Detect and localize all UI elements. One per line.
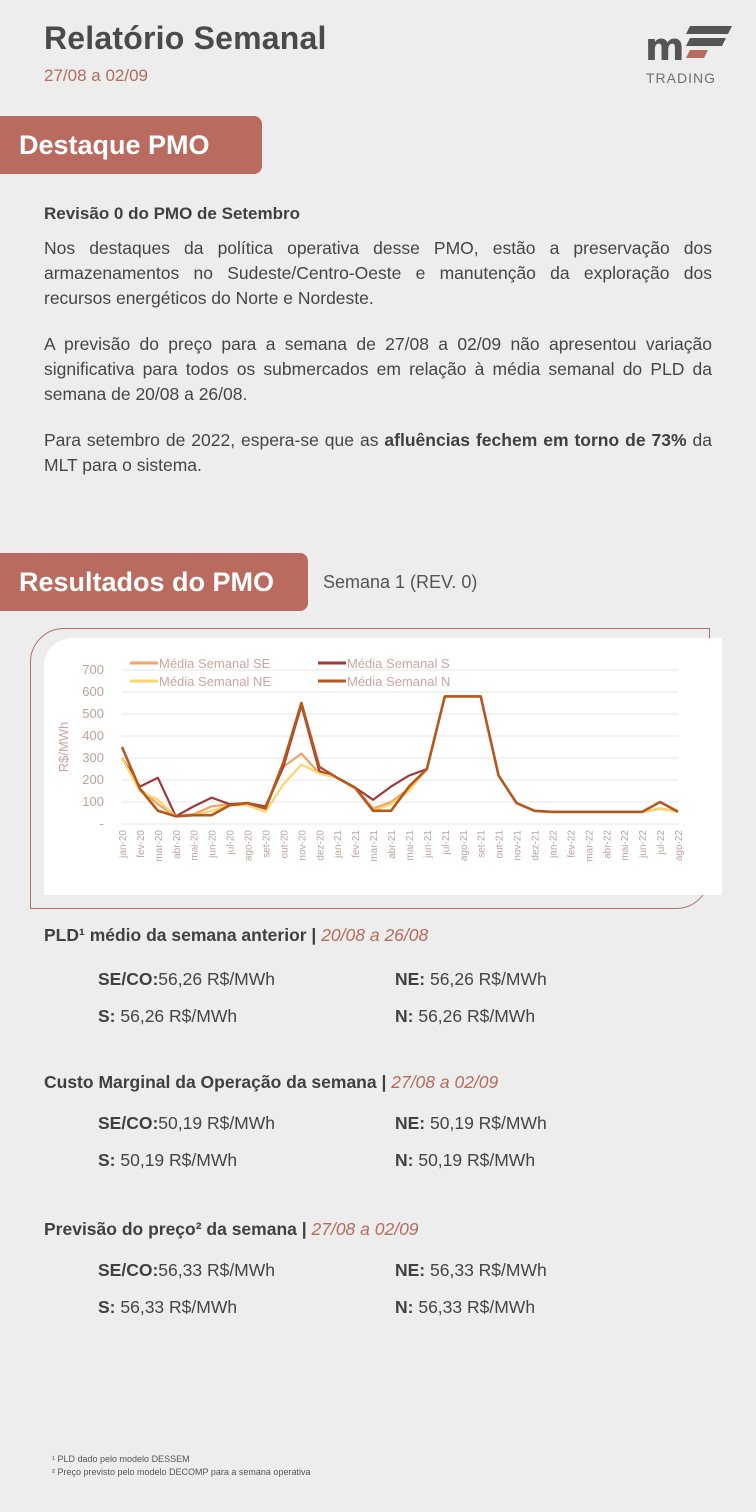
x-tick-label: ago-21 (458, 830, 470, 862)
previsao-heading-text: Previsão do preço² da semana | (44, 1219, 312, 1239)
x-tick-label: jul-20 (225, 830, 237, 855)
pld-ne (395, 969, 547, 990)
pld-date: 20/08 a 26/08 (321, 925, 429, 945)
x-tick-label: abr-22 (602, 830, 614, 859)
y-tick-label: 700 (82, 662, 104, 677)
destaque-pill-label: Destaque PMO (19, 129, 210, 160)
pld-n-value: 56,26 R$/MWh (418, 1006, 536, 1026)
pld-s-label: S: (98, 1006, 116, 1026)
previsao-n (395, 1297, 535, 1318)
price-chart (44, 638, 722, 895)
x-tick-label: ago-20 (243, 830, 255, 862)
x-tick-label: mai-20 (189, 830, 201, 861)
pld-s (98, 1006, 237, 1027)
x-tick-label: dez-20 (315, 830, 327, 861)
x-tick-label: set-20 (261, 830, 273, 858)
previsao-seco (98, 1260, 275, 1281)
x-tick-label: fev-22 (566, 830, 578, 858)
pld-s-value: 56,26 R$/MWh (120, 1006, 238, 1026)
x-tick-label: jan-21 (333, 830, 345, 858)
pld-seco (98, 969, 275, 990)
cmo-s (98, 1150, 237, 1171)
y-tick-label: - (99, 816, 104, 831)
cmo-seco-label: SE/CO: (98, 1113, 159, 1133)
y-tick-label: 100 (82, 794, 104, 809)
logo-bars-icon (682, 24, 734, 64)
pld-ne-value: 56,26 R$/MWh (430, 969, 547, 989)
x-tick-label: abr-21 (387, 830, 399, 859)
x-tick-label: mar-22 (584, 830, 596, 862)
chart-panel (44, 638, 722, 895)
legend-label: Média Semanal S (347, 656, 450, 671)
pld-n (395, 1006, 535, 1027)
logo-text: TRADING (646, 70, 716, 86)
x-tick-label: mai-21 (404, 830, 416, 861)
previsao-s-value: 56,33 R$/MWh (120, 1297, 238, 1317)
x-tick-label: jan-22 (548, 830, 560, 858)
cmo-seco-value: 50,19 R$/MWh (158, 1113, 276, 1133)
y-axis-label: R$/MWh (56, 721, 71, 773)
pld-seco-label: SE/CO: (98, 969, 159, 989)
cmo-ne (395, 1113, 547, 1134)
x-tick-label: fev-20 (135, 830, 147, 858)
company-logo (645, 22, 735, 92)
x-tick-label: jun-21 (422, 830, 434, 858)
x-tick-label: jan-20 (118, 830, 129, 858)
x-tick-label: out-20 (279, 830, 291, 859)
x-tick-label: dez-21 (530, 830, 542, 861)
footnote-2: ² Preço previsto pelo modelo DECOMP para a semana operativa (52, 1467, 311, 1477)
p3-bold: afluências fechem em torno de 73% (384, 430, 687, 450)
cmo-date: 27/08 a 02/09 (391, 1072, 499, 1092)
pld-seco-value: 56,26 R$/MWh (158, 969, 276, 989)
previsao-s (98, 1297, 237, 1318)
p3-post: da MLT para o sistema. (44, 430, 712, 475)
resultados-pill (0, 553, 308, 611)
destaque-paragraph-3 (44, 428, 712, 478)
previsao-n-label: N: (395, 1297, 414, 1317)
pld-heading-text: PLD¹ médio da semana anterior | (44, 925, 322, 945)
previsao-n-value: 56,33 R$/MWh (418, 1297, 536, 1317)
p3-pre: Para setembro de 2022, espera-se que as (44, 430, 385, 450)
x-tick-label: mar-20 (153, 830, 165, 862)
x-tick-label: ago-22 (674, 830, 685, 862)
x-tick-label: nov-20 (297, 830, 309, 861)
destaque-pill (0, 116, 262, 174)
x-tick-label: mai-22 (620, 830, 632, 861)
y-tick-label: 200 (82, 772, 104, 787)
legend-label: Média Semanal NE (159, 674, 271, 689)
cmo-heading (44, 1072, 498, 1093)
previsao-ne (395, 1260, 547, 1281)
page-title: Relatório Semanal (44, 20, 327, 56)
x-tick-label: mar-21 (369, 830, 381, 862)
footnote-1: ¹ PLD dado pelo modelo DESSEM (52, 1454, 190, 1464)
previsao-ne-label: NE: (395, 1260, 426, 1280)
y-tick-label: 300 (82, 750, 104, 765)
previsao-ne-value: 56,33 R$/MWh (430, 1260, 547, 1280)
pld-ne-label: NE: (395, 969, 426, 989)
legend-label: Média Semanal SE (159, 656, 271, 671)
x-tick-label: fev-21 (351, 830, 363, 858)
previsao-seco-value: 56,33 R$/MWh (158, 1260, 276, 1280)
cmo-n (395, 1150, 535, 1171)
cmo-n-value: 50,19 R$/MWh (418, 1150, 536, 1170)
previsao-heading (44, 1219, 419, 1240)
x-tick-label: jul-22 (656, 830, 668, 855)
page-subtitle: 27/08 a 02/09 (44, 66, 148, 85)
destaque-paragraph-1: Nos destaques da política operativa desse PMO, estão a preservação dos armazenamentos no Sudeste/Centro-Oeste e manutenção da exploração dos recursos energéticos do Norte e Nordeste. (44, 238, 712, 308)
y-tick-label: 400 (82, 728, 104, 743)
previsao-seco-label: SE/CO: (98, 1260, 159, 1280)
cmo-n-label: N: (395, 1150, 414, 1170)
cmo-seco (98, 1113, 275, 1134)
x-tick-label: jun-20 (207, 830, 219, 858)
cmo-s-value: 50,19 R$/MWh (120, 1150, 238, 1170)
y-tick-label: 500 (82, 706, 104, 721)
cmo-heading-text: Custo Marginal da Operação da semana | (44, 1072, 392, 1092)
previsao-s-label: S: (98, 1297, 116, 1317)
previsao-date: 27/08 a 02/09 (311, 1219, 419, 1239)
x-tick-label: out-21 (494, 830, 506, 859)
x-tick-label: abr-20 (171, 830, 183, 859)
x-tick-label: nov-21 (512, 830, 524, 861)
resultados-pill-label: Resultados do PMO (19, 566, 275, 597)
semana-label: Semana 1 (REV. 0) (323, 572, 478, 592)
pld-heading (44, 925, 428, 946)
pld-n-label: N: (395, 1006, 414, 1026)
x-tick-label: jun-22 (638, 830, 650, 858)
x-tick-label: jul-21 (440, 830, 452, 855)
x-tick-label: set-21 (476, 830, 488, 858)
y-tick-label: 600 (82, 684, 104, 699)
legend-label: Média Semanal N (347, 674, 451, 689)
destaque-paragraph-2: A previsão do preço para a semana de 27/08 a 02/09 não apresentou variação significativa para todos os submercados em relação à média semanal do PLD da semana de 20/08 a 26/08. (44, 334, 712, 404)
cmo-s-label: S: (98, 1150, 116, 1170)
logo-letter: m (645, 25, 685, 69)
cmo-ne-value: 50,19 R$/MWh (430, 1113, 547, 1133)
cmo-ne-label: NE: (395, 1113, 426, 1133)
destaque-heading: Revisão 0 do PMO de Setembro (44, 204, 301, 223)
